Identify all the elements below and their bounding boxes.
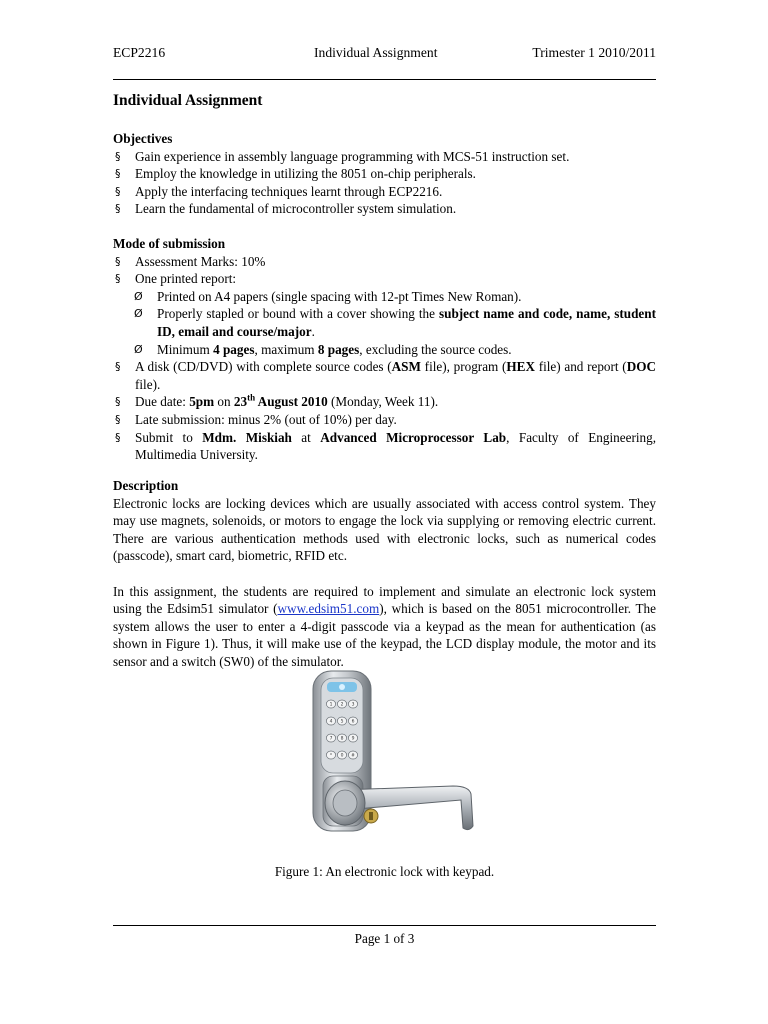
description-section [113, 477, 656, 671]
keypad-key-label: 1 [329, 702, 333, 708]
description-paragraph-2: In this assignment, the students are required to implement and simulate an electronic lock system using the Edsim51 simulator (www.edsim51.com), which is based on the 8051 microcontroller. The system allows the user to enter a 4-digit passcode via a keypad as the mean for authentication (as shown in Figure 1). Thus, it will make use of the keypad, the LCD display module, the motor and its sensor and a switch (SW0) of the simulator. [113, 583, 656, 669]
submission-item-marks: § Assessment Marks: 10% [115, 253, 266, 269]
arrow-bullet-icon: Ø [134, 307, 143, 321]
description-paragraph-1: Electronic locks are locking devices which are usually associated with access control system. They may use magnets, solenoids, or motors to engage the lock via supplying or removing electric current. There are various authentication methods used with electronic locks, such as numerical codes (passcode), smart card, biometric, RFID etc. [113, 495, 656, 564]
header-course-code: ECP2216 [113, 45, 166, 60]
keypad-key-label: * [329, 753, 333, 759]
bullet-icon: § [115, 412, 121, 426]
objective-item: § Gain experience in assembly language programming with MCS-51 instruction set. [115, 148, 570, 164]
objective-item: § Learn the fundamental of microcontroller system simulation. [115, 201, 457, 217]
keypad-key-label: 0 [340, 753, 344, 759]
page-number: Page 1 of 3 [354, 931, 415, 946]
bullet-icon: § [115, 149, 121, 163]
header-rule [113, 79, 656, 80]
keypad-key-label: 5 [340, 719, 344, 725]
figure-caption: Figure 1: An electronic lock with keypad. [274, 864, 495, 879]
page-title: Individual Assignment [113, 92, 263, 109]
arrow-bullet-icon: Ø [134, 289, 143, 303]
report-subitem-cover: Ø Properly stapled or bound with a cover showing the subject name and code, name, student ID, email and course/major. [134, 306, 656, 339]
report-subitem-paper: Ø Printed on A4 papers (single spacing with 12-pt Times New Roman). [134, 288, 522, 304]
keypad-key-label: # [351, 753, 355, 759]
submission-item-report: § One printed report: [115, 271, 237, 287]
header-trimester: Trimester 1 2010/2011 [532, 45, 656, 60]
submission-item-submit-to: § Submit to Mdm. Miskiah at Advanced Microprocessor Lab, Faculty of Engineering, Multimedia University. [115, 429, 656, 463]
objectives-heading: Objectives [113, 131, 173, 146]
keypad-key-label: 6 [351, 719, 355, 725]
objective-item: § Apply the interfacing techniques learnt through ECP2216. [115, 183, 443, 199]
bullet-icon: § [115, 430, 121, 444]
submission-item-due-date: § Due date: 5pm on 23th August 2010 (Monday, Week 11). [115, 392, 439, 410]
electronic-lock-figure [293, 668, 493, 848]
keypad-key-label: 2 [340, 702, 344, 708]
bullet-icon: § [115, 360, 121, 374]
submission-heading: Mode of submission [113, 236, 226, 251]
keypad-key-label: 3 [351, 702, 355, 708]
keypad-key-label: 7 [329, 736, 333, 742]
arrow-bullet-icon: Ø [134, 342, 143, 356]
bullet-icon: § [115, 254, 121, 268]
bullet-icon: § [115, 184, 121, 198]
bullet-icon: § [115, 272, 121, 286]
edsim51-link[interactable]: www.edsim51.com [277, 601, 380, 617]
footer-rule [113, 925, 656, 926]
submission-section [113, 235, 656, 464]
submission-item-late: § Late submission: minus 2% (out of 10%) per day. [115, 411, 397, 427]
submission-item-disk: § A disk (CD/DVD) with complete source codes (ASM file), program (HEX file) and report (DOC file). [115, 359, 656, 392]
keypad-key-label: 4 [329, 719, 333, 725]
electronic-lock-image [293, 668, 493, 848]
keypad-key-label: 8 [340, 736, 344, 742]
keypad-key-label: 9 [351, 736, 355, 742]
objective-item: § Employ the knowledge in utilizing the 8051 on-chip peripherals. [115, 166, 476, 182]
bullet-icon: § [115, 202, 121, 216]
objectives-section [113, 130, 656, 218]
bullet-icon: § [115, 167, 121, 181]
report-subitem-pages: Ø Minimum 4 pages, maximum 8 pages, excluding the source codes. [134, 341, 512, 357]
page-header [113, 44, 656, 62]
description-heading: Description [113, 478, 179, 493]
bullet-icon: § [115, 395, 121, 409]
header-assignment-type: Individual Assignment [314, 45, 438, 60]
